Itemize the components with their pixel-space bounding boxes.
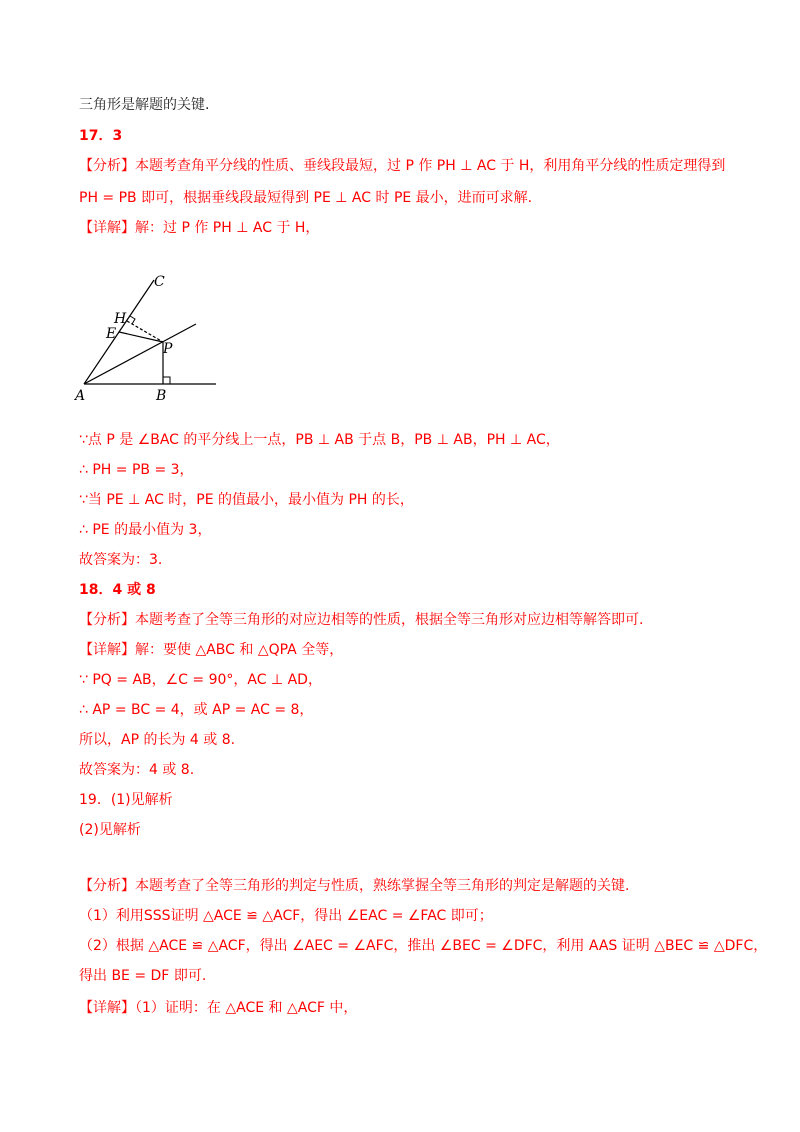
answer-18-heading: 18．4 或 8 — [79, 582, 156, 598]
label-h: H — [114, 311, 127, 327]
text-line: 三角形是解题的关键. — [79, 97, 210, 113]
detail-18-line-3: ∴ AP = BC = 4，或 AP = AC = 8， — [79, 702, 314, 718]
analysis-19-line-1: 【分析】本题考查了全等三角形的判定与性质，熟练掌握全等三角形的判定是解题的关键. — [79, 878, 630, 894]
ray-ap — [84, 324, 196, 384]
analysis-17-line-1: 【分析】本题考查角平分线的性质、垂线段最短，过 P 作 PH ⊥ AC 于 H，利用角平分线的性质定理得到 — [79, 158, 726, 174]
detail-18-line-2: ∵ PQ = AB，∠C = 90°，AC ⊥ AD， — [79, 672, 322, 688]
detail-18-answer: 故答案为：4 或 8. — [79, 762, 195, 778]
answer-19-part-1: 19．(1)见解析 — [79, 792, 173, 808]
right-angle-h — [130, 316, 135, 324]
label-c: C — [154, 274, 165, 290]
detail-17-step-4: ∴ PE 的最小值为 3， — [79, 522, 212, 538]
detail-17-answer: 故答案为：3. — [79, 552, 163, 568]
detail-18-line-1: 【详解】解：要使 △ABC 和 △QPA 全等， — [79, 642, 344, 658]
detail-18-line-4: 所以，AP 的长为 4 或 8. — [79, 732, 236, 748]
label-e: E — [106, 326, 117, 342]
segment-pe — [119, 332, 163, 342]
label-b: B — [156, 388, 167, 404]
analysis-19-line-3: （2）根据 △ACE ≌ △ACF，得出 ∠AEC = ∠AFC，推出 ∠BEC = ∠DFC，利用 AAS 证明 △BEC ≌ △DFC， — [79, 938, 768, 954]
label-a: A — [75, 388, 86, 404]
label-p: P — [163, 341, 173, 357]
detail-17-line: 【详解】解：过 P 作 PH ⊥ AC 于 H， — [79, 220, 320, 236]
analysis-17-line-2: PH = PB 即可，根据垂线段最短得到 PE ⊥ AC 时 PE 最小，进而可求解. — [79, 190, 533, 206]
detail-17-step-3: ∵当 PE ⊥ AC 时，PE 的值最小，最小值为 PH 的长， — [79, 492, 414, 508]
detail-17-step-1: ∵点 P 是 ∠BAC 的平分线上一点，PB ⊥ AB 于点 B，PB ⊥ AB，PH ⊥ AC， — [79, 432, 560, 448]
analysis-19-line-4: 得出 BE = DF 即可. — [79, 968, 207, 984]
right-angle-b — [163, 377, 170, 384]
analysis-19-line-2: （1）利用SSS证明 △ACE ≌ △ACF，得出 ∠EAC = ∠FAC 即可； — [79, 908, 493, 924]
answer-19-part-2: (2)见解析 — [79, 822, 141, 838]
geometry-figure — [70, 270, 230, 410]
detail-19-line: 【详解】（1）证明：在 △ACE 和 △ACF 中， — [79, 1000, 358, 1016]
detail-17-step-2: ∴ PH = PB = 3， — [79, 462, 194, 478]
answer-17-heading: 17．3 — [79, 128, 123, 144]
analysis-18-line: 【分析】本题考查了全等三角形的对应边相等的性质，根据全等三角形对应边相等解答即可. — [79, 612, 644, 628]
